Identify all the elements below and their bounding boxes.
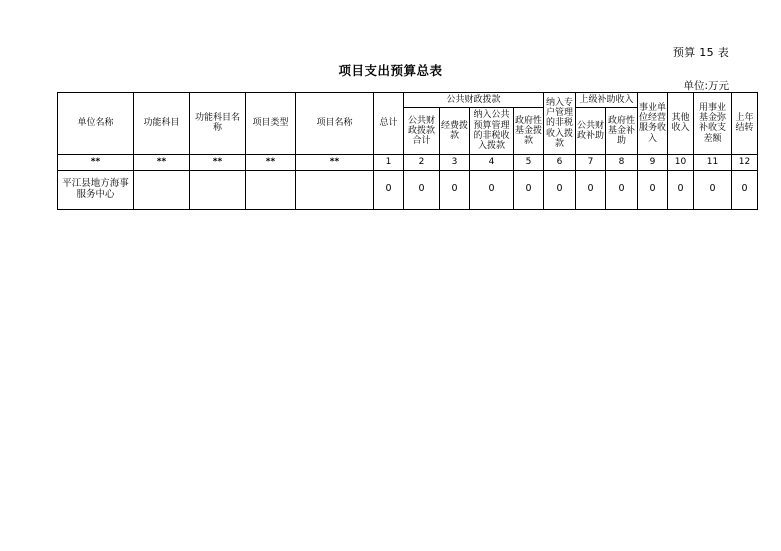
header-function-code: 功能科目 bbox=[134, 93, 190, 155]
header-row-1 bbox=[58, 93, 758, 108]
marker-function-name: ** bbox=[190, 154, 246, 170]
cell-value-5: 0 bbox=[514, 170, 544, 209]
header-operating-service-income: 事业单位经营服务收入 bbox=[638, 93, 668, 155]
cell-value-6: 0 bbox=[544, 170, 576, 209]
header-public-finance-group: 公共财政拨款 bbox=[404, 93, 544, 108]
header-prior-year-carryover: 上年结转 bbox=[732, 93, 758, 155]
header-total: 总计 bbox=[374, 93, 404, 155]
cell-project-name bbox=[296, 170, 374, 209]
header-fee-allocation: 经费拨款 bbox=[440, 108, 470, 154]
column-number-row bbox=[58, 154, 758, 170]
colnum-3: 3 bbox=[440, 154, 470, 170]
header-superior-gov-fund: 政府性基金补助 bbox=[606, 108, 638, 154]
unit-note: 单位:万元 bbox=[683, 80, 729, 92]
marker-project-type: ** bbox=[246, 154, 296, 170]
colnum-8: 8 bbox=[606, 154, 638, 170]
header-gov-fund: 政府性基金拨款 bbox=[514, 108, 544, 154]
header-project-type: 项目类型 bbox=[246, 93, 296, 155]
colnum-11: 11 bbox=[694, 154, 732, 170]
cell-function-name bbox=[190, 170, 246, 209]
colnum-9: 9 bbox=[638, 154, 668, 170]
form-number: 预算 15 表 bbox=[672, 46, 729, 59]
header-superior-public-finance: 公共财政补助 bbox=[576, 108, 606, 154]
cell-function-code bbox=[134, 170, 190, 209]
cell-value-8: 0 bbox=[606, 170, 638, 209]
colnum-5: 5 bbox=[514, 154, 544, 170]
colnum-10: 10 bbox=[668, 154, 694, 170]
header-project-name: 项目名称 bbox=[296, 93, 374, 155]
header-public-finance-total: 公共财政拨款合计 bbox=[404, 108, 440, 154]
cell-value-10: 0 bbox=[668, 170, 694, 209]
header-function-name: 功能科目名称 bbox=[190, 93, 246, 155]
cell-value-4: 0 bbox=[470, 170, 514, 209]
cell-value-12: 0 bbox=[732, 170, 758, 209]
table-row bbox=[58, 170, 758, 209]
marker-project-name: ** bbox=[296, 154, 374, 170]
colnum-4: 4 bbox=[470, 154, 514, 170]
colnum-7: 7 bbox=[576, 154, 606, 170]
colnum-2: 2 bbox=[404, 154, 440, 170]
colnum-6: 6 bbox=[544, 154, 576, 170]
table-body bbox=[58, 154, 758, 209]
header-other-income: 其他收入 bbox=[668, 93, 694, 155]
marker-function-code: ** bbox=[134, 154, 190, 170]
colnum-1: 1 bbox=[374, 154, 404, 170]
page-title: 项目支出预算总表 bbox=[338, 63, 443, 78]
budget-table bbox=[57, 92, 758, 210]
header-career-fund-balance: 用事业基金弥补收支差额 bbox=[694, 93, 732, 155]
cell-project-type bbox=[246, 170, 296, 209]
cell-value-3: 0 bbox=[440, 170, 470, 209]
cell-value-7: 0 bbox=[576, 170, 606, 209]
cell-value-9: 0 bbox=[638, 170, 668, 209]
marker-unit-name: ** bbox=[58, 154, 134, 170]
cell-value-2: 0 bbox=[404, 170, 440, 209]
table-header bbox=[58, 93, 758, 155]
header-non-tax-income-allocation: 纳入公共预算管理的非税收入拨款 bbox=[470, 108, 514, 154]
cell-value-11: 0 bbox=[694, 170, 732, 209]
header-superior-subsidy-group: 上级补助收入 bbox=[576, 93, 638, 108]
cell-unit-name: 平江县地方海事服务中心 bbox=[58, 170, 134, 209]
colnum-12: 12 bbox=[732, 154, 758, 170]
header-special-account-group: 纳入专户管理的非税收入拨款 bbox=[544, 93, 576, 155]
header-unit-name: 单位名称 bbox=[58, 93, 134, 155]
cell-value-1: 0 bbox=[374, 170, 404, 209]
